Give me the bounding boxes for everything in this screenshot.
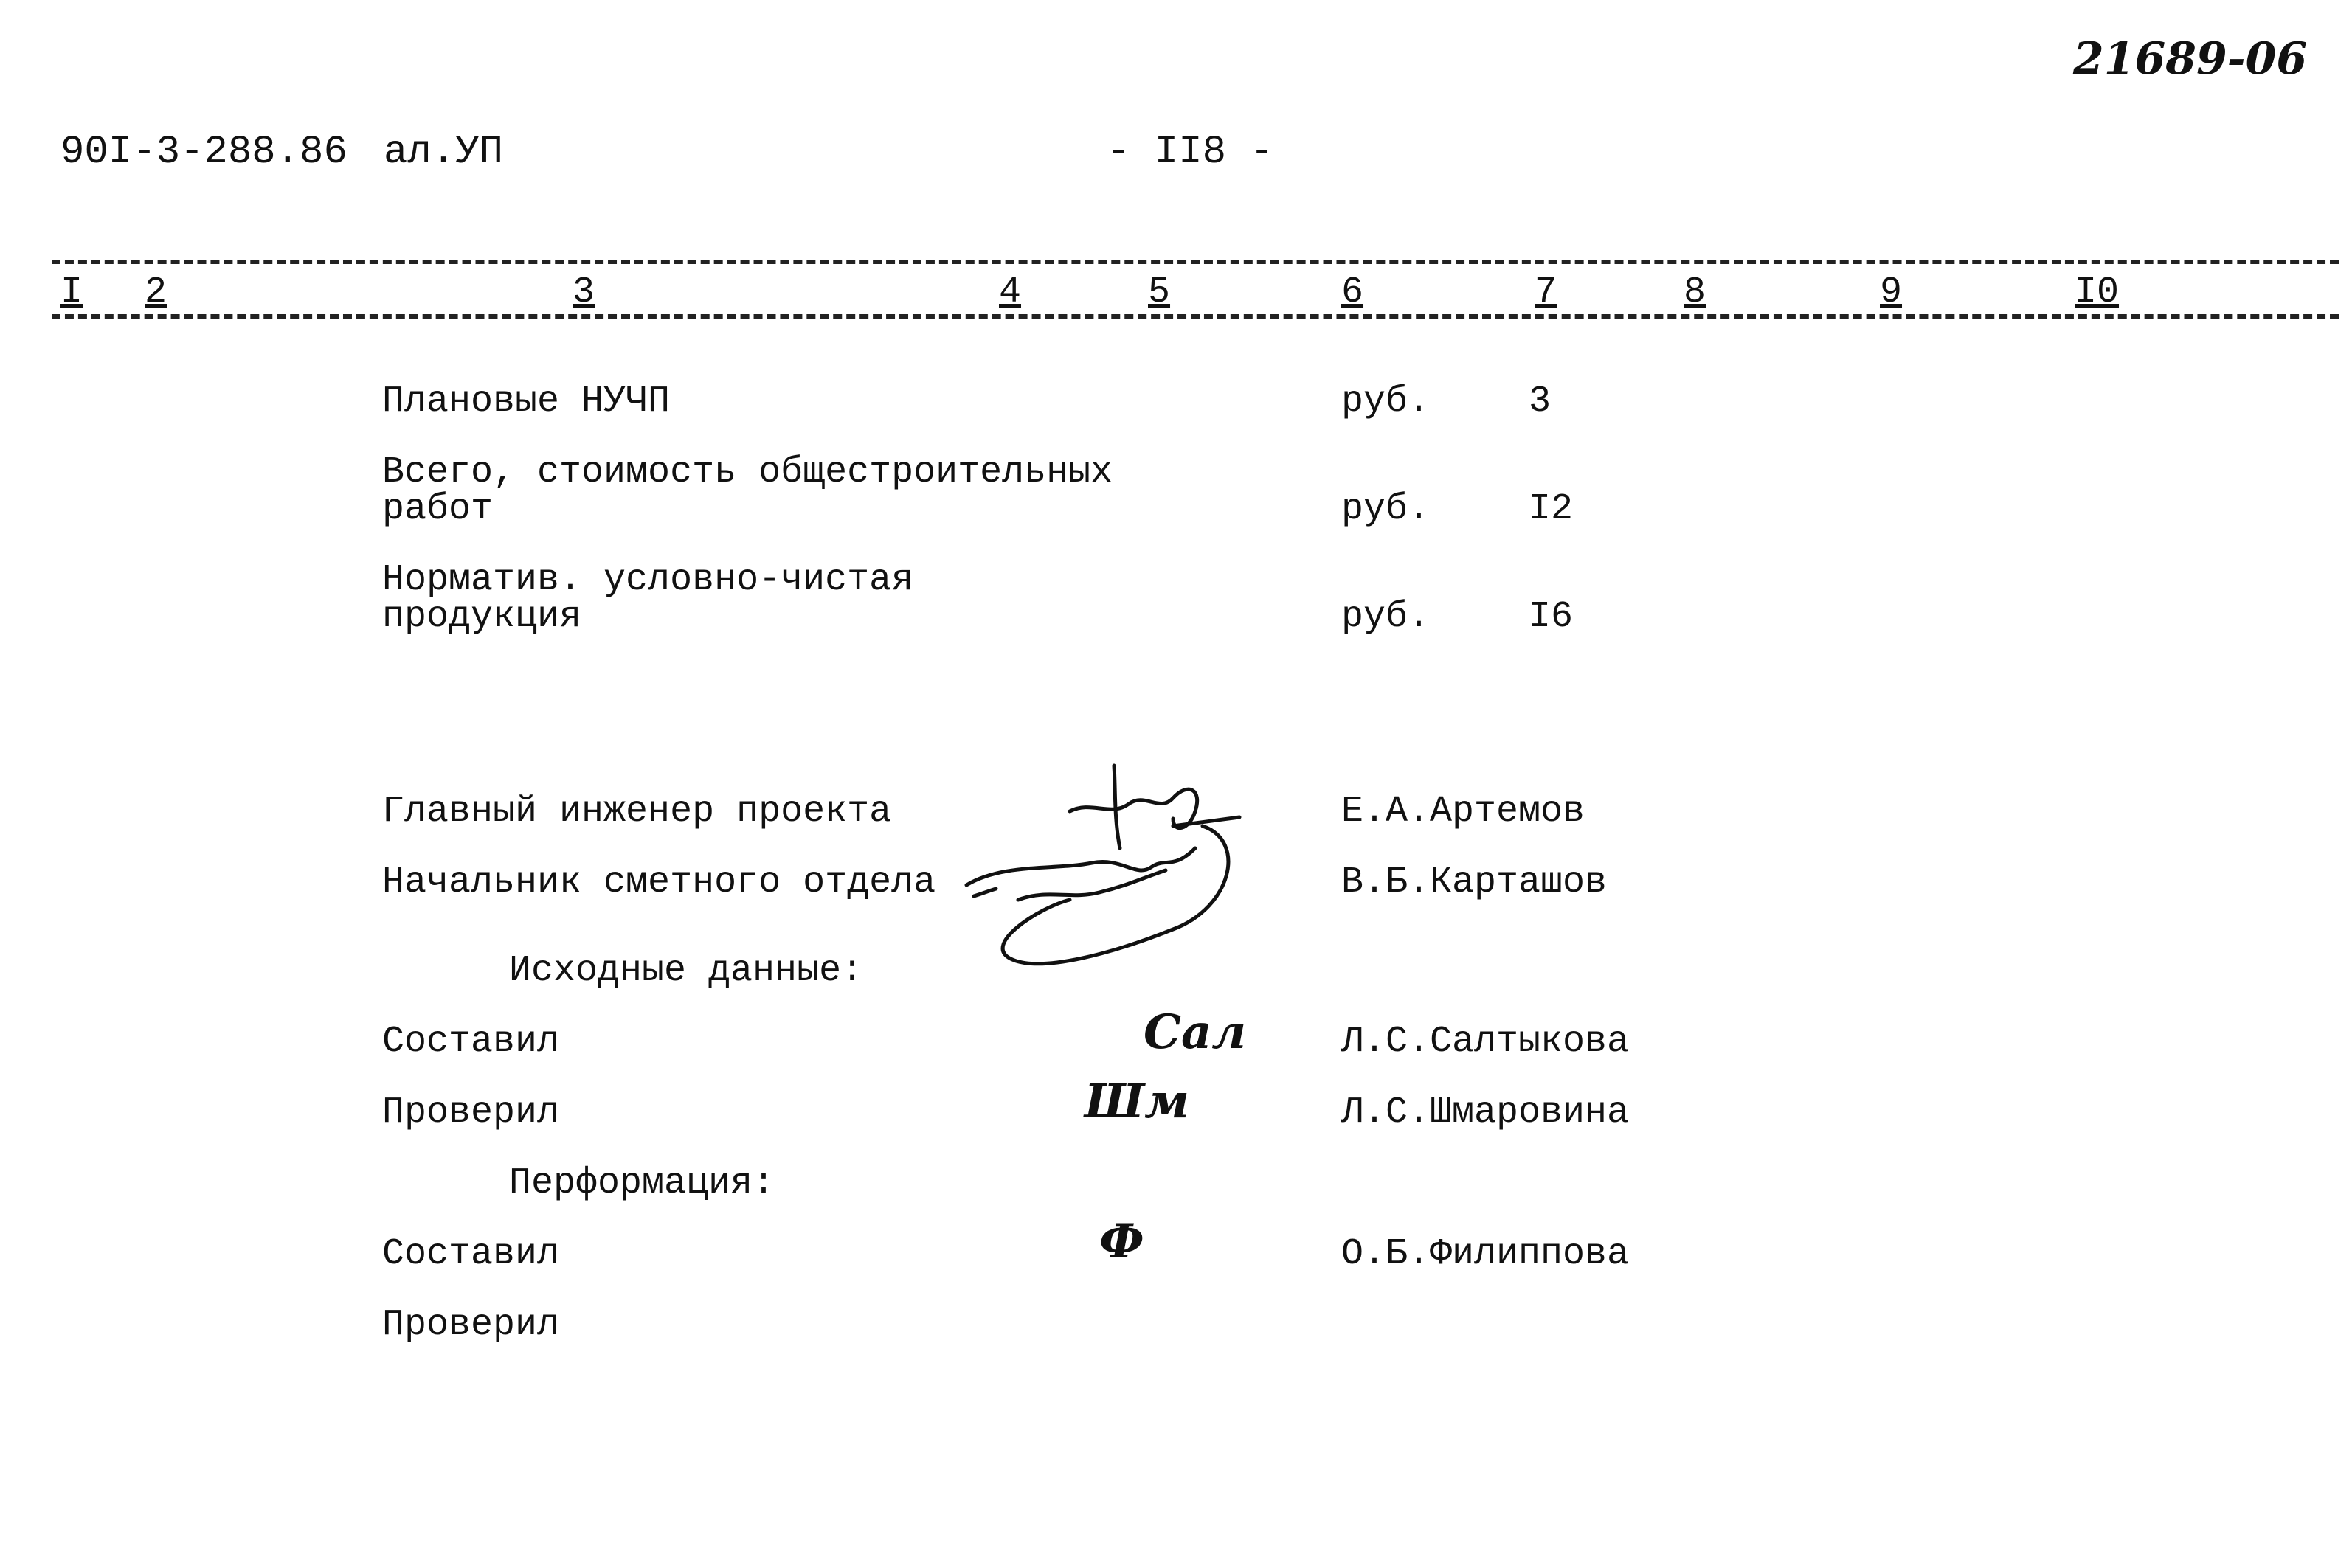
row-value: 3 bbox=[1529, 381, 1552, 423]
row-unit: руб. bbox=[1341, 596, 1431, 638]
row-name-line2: продукция bbox=[382, 596, 582, 638]
row-name-line1: Всего, стоимость общестроительных bbox=[382, 451, 1113, 493]
handwritten-signature bbox=[952, 760, 1276, 981]
row-value: I6 bbox=[1529, 596, 1574, 638]
perforation-heading: Перформация: bbox=[509, 1162, 775, 1204]
row-name: Плановые НУЧП bbox=[382, 381, 671, 423]
column-header-top-rule bbox=[52, 260, 2339, 264]
column-number-8: 8 bbox=[1684, 271, 1706, 313]
column-number-4: 4 bbox=[999, 271, 1022, 313]
perf-compiled-name: О.Б.Филиппова bbox=[1341, 1233, 1630, 1275]
column-number-1: I bbox=[60, 271, 83, 313]
estimate-head-title: Начальник сметного отдела bbox=[382, 861, 936, 903]
column-number-7: 7 bbox=[1535, 271, 1557, 313]
column-number-6: 6 bbox=[1341, 271, 1364, 313]
checked-label: Проверил bbox=[382, 1092, 560, 1134]
column-number-10: I0 bbox=[2075, 271, 2120, 313]
perf-checked-label: Проверил bbox=[382, 1304, 560, 1346]
column-number-2: 2 bbox=[145, 271, 167, 313]
perf-compiled-label: Составил bbox=[382, 1233, 560, 1275]
album-label: ал.УП bbox=[384, 130, 504, 175]
page-number: - II8 - bbox=[1107, 130, 1274, 175]
chief-engineer-name: Е.А.Артемов bbox=[1341, 791, 1585, 833]
row-unit: руб. bbox=[1341, 381, 1431, 423]
column-number-5: 5 bbox=[1148, 271, 1171, 313]
chief-engineer-title: Главный инженер проекта bbox=[382, 791, 892, 833]
estimate-head-name: В.Б.Карташов bbox=[1341, 861, 1608, 903]
row-name-line1: Норматив. условно-чистая bbox=[382, 559, 914, 601]
compiled-signature: Сал bbox=[1144, 1005, 1247, 1060]
column-number-9: 9 bbox=[1880, 271, 1903, 313]
compiled-name: Л.С.Салтыкова bbox=[1341, 1021, 1630, 1063]
row-value: I2 bbox=[1529, 488, 1574, 530]
archive-number: 21689-06 bbox=[2073, 33, 2308, 85]
row-name-line2: работ bbox=[382, 488, 494, 530]
column-header-bottom-rule bbox=[52, 314, 2339, 319]
checked-name: Л.С.Шмаровина bbox=[1341, 1092, 1630, 1134]
row-unit: руб. bbox=[1341, 488, 1431, 530]
document-code: 90I-3-288.86 bbox=[60, 130, 347, 175]
column-number-3: 3 bbox=[573, 271, 595, 313]
perf-compiled-signature: Ф bbox=[1099, 1214, 1144, 1269]
compiled-label: Составил bbox=[382, 1021, 560, 1063]
checked-signature: Шм bbox=[1085, 1074, 1189, 1129]
source-data-heading: Исходные данные: bbox=[509, 950, 864, 992]
